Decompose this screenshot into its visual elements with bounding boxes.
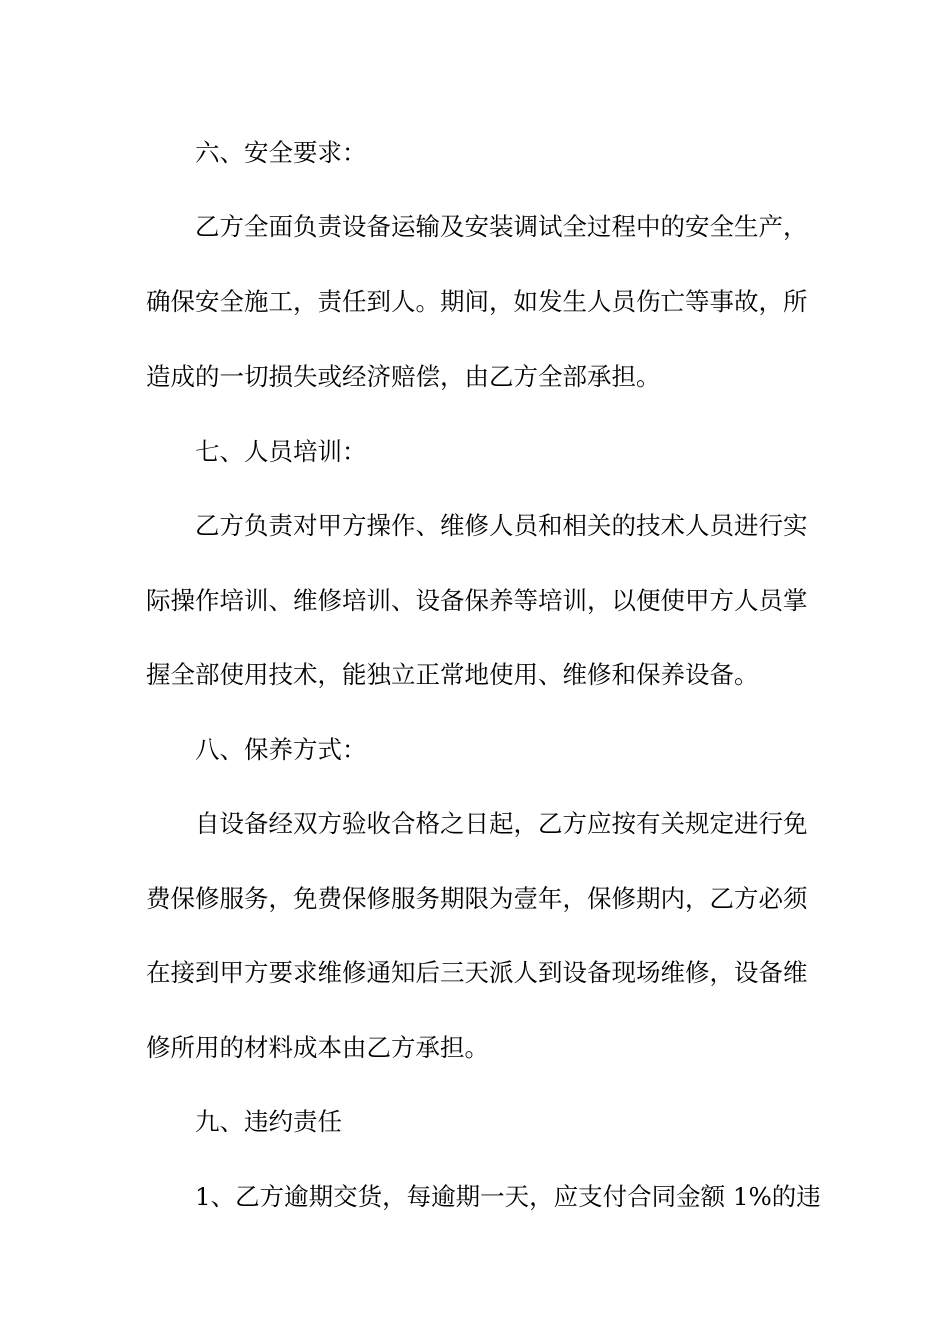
- paragraph-line: 费保修服务，免费保修服务期限为壹年，保修期内，乙方必须: [146, 884, 808, 913]
- paragraph-line: 在接到甲方要求维修通知后三天派人到设备现场维修，设备维: [146, 958, 808, 987]
- paragraph-line: 修所用的材料成本由乙方承担。: [146, 1033, 489, 1062]
- paragraph-line: 握全部使用技术，能独立正常地使用、维修和保养设备。: [146, 660, 759, 689]
- section-heading-training: 七、人员培训：: [195, 437, 367, 466]
- paragraph-line: 乙方全面负责设备运输及安装调试全过程中的安全生产，: [195, 212, 808, 241]
- section-heading-maintenance: 八、保养方式：: [195, 735, 367, 764]
- paragraph-line: 自设备经双方验收合格之日起，乙方应按有关规定进行免: [195, 809, 808, 838]
- section-heading-liability: 九、违约责任: [195, 1107, 342, 1136]
- section-heading-safety: 六、安全要求：: [195, 138, 367, 167]
- paragraph-line: 确保安全施工，责任到人。期间，如发生人员伤亡等事故，所: [146, 287, 808, 316]
- paragraph-line: 1、乙方逾期交货，每逾期一天，应支付合同金额 1%的违: [195, 1182, 821, 1211]
- paragraph-line: 乙方负责对甲方操作、维修人员和相关的技术人员进行实: [195, 511, 808, 540]
- paragraph-line: 际操作培训、维修培训、设备保养等培训，以便使甲方人员掌: [146, 586, 808, 615]
- paragraph-line: 造成的一切损失或经济赔偿，由乙方全部承担。: [146, 362, 661, 391]
